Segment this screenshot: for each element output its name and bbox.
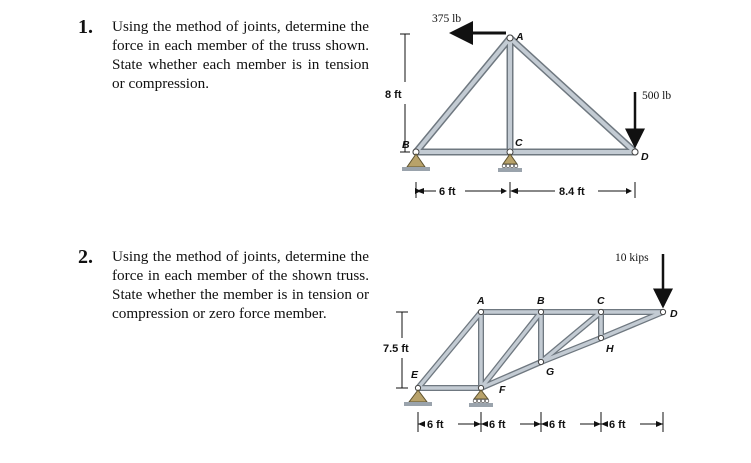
roller-support-F (469, 390, 493, 407)
dim2-1-label: 6 ft (427, 419, 444, 431)
member-AE (418, 312, 481, 388)
label2-F: F (499, 384, 506, 396)
joint-G2 (538, 359, 543, 364)
member-GH (541, 338, 601, 362)
load-10kips-label: 10 kips (615, 252, 649, 264)
joint-A (507, 35, 513, 41)
label-C: C (515, 137, 523, 149)
member-CG (541, 312, 601, 362)
label-A: A (516, 31, 524, 43)
roller-support-C (498, 154, 522, 172)
label2-H: H (606, 343, 614, 355)
load-375-label: 375 lb (432, 13, 462, 25)
problem-1-number: 1. (78, 16, 93, 38)
dim2-2-label: 6 ft (489, 419, 506, 431)
label2-E: E (411, 369, 419, 381)
joint-D2 (660, 309, 665, 314)
member-AB (416, 38, 510, 152)
joint-D (632, 149, 638, 155)
height-7-5ft-label: 7.5 ft (383, 343, 409, 355)
joint-A2 (478, 309, 483, 314)
joint-H2 (598, 335, 603, 340)
joint-B2 (538, 309, 543, 314)
height-8ft-label: 8 ft (385, 89, 402, 101)
label2-C: C (597, 295, 605, 307)
dim2-4-label: 6 ft (609, 419, 626, 431)
label2-G: G (546, 366, 555, 378)
label2-B: B (537, 295, 545, 307)
label2-D: D (670, 308, 678, 320)
truss-2-members (418, 312, 663, 388)
truss-1 (385, 13, 671, 198)
joint-C2 (598, 309, 603, 314)
pin-support-E (404, 390, 432, 406)
label2-A: A (477, 295, 485, 307)
problem-1-text: Using the method of joints, determine the force in each member of the truss shown. State whether each member is in tension or compression. (112, 18, 369, 92)
label-D: D (641, 151, 649, 163)
problem-2-number: 2. (78, 246, 93, 268)
load-500-label: 500 lb (642, 90, 672, 102)
problem-2-text: Using the method of joints, determine the force in each member of the shown truss. State whether the member is in tension or compression or zero force member. (112, 248, 369, 322)
dim2-3-label: 6 ft (549, 419, 566, 431)
pin-support-B (402, 154, 430, 171)
dim-8-4ft-label: 8.4 ft (559, 186, 585, 198)
truss-2 (383, 252, 678, 432)
member-DH (601, 312, 663, 338)
member-AD (510, 38, 635, 152)
dim-6ft-label: 6 ft (439, 186, 456, 198)
label-B: B (402, 139, 410, 151)
